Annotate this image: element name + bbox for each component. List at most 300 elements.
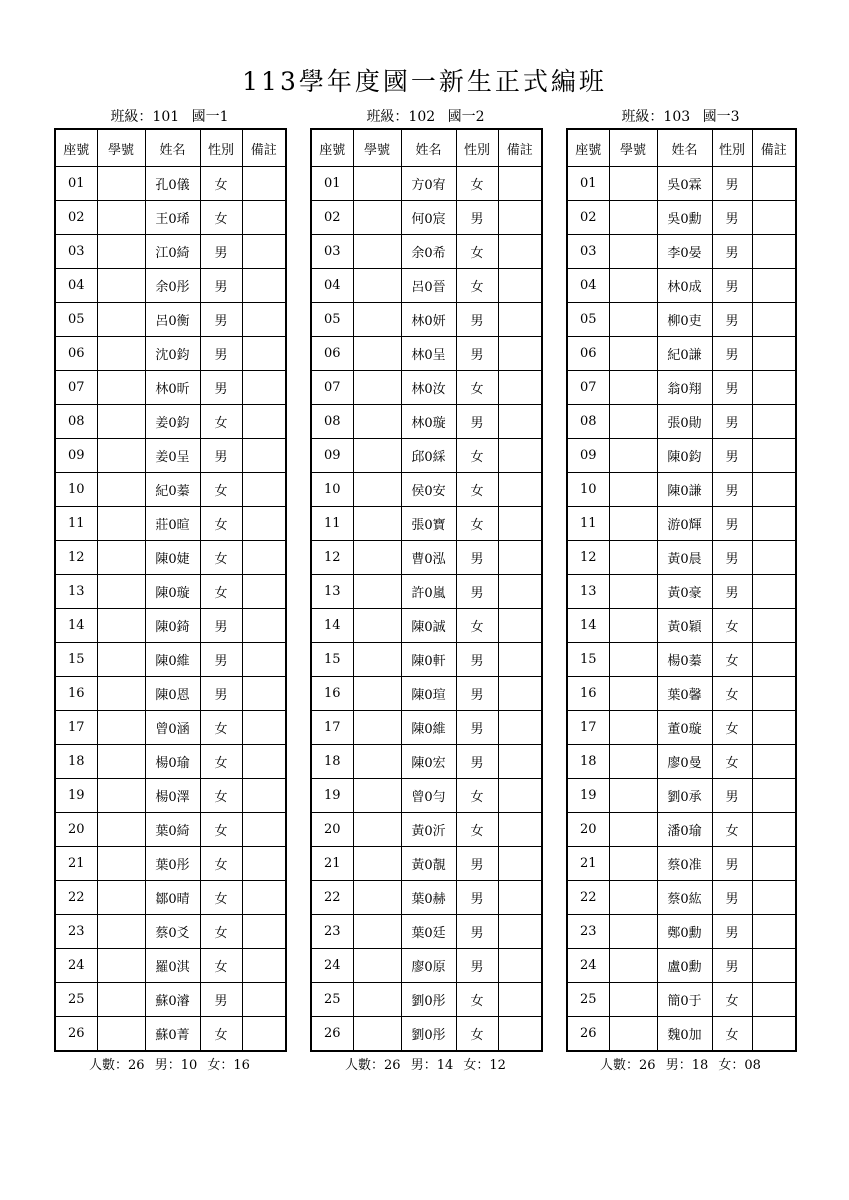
name-cell: 廖0原: [401, 949, 456, 983]
name-cell: 陳0錡: [145, 609, 200, 643]
student-row: [55, 167, 286, 201]
student-row: [311, 847, 542, 881]
seat-cell: 24: [311, 949, 353, 983]
remark-cell: [752, 1017, 796, 1052]
roster-table: [566, 128, 797, 1052]
seat-cell: 09: [311, 439, 353, 473]
seat-cell: 26: [55, 1017, 97, 1052]
col-seat: 座號: [311, 129, 353, 167]
student-row: [311, 371, 542, 405]
seat-cell: 22: [311, 881, 353, 915]
gender-cell: 男: [200, 371, 242, 405]
name-cell: 陳0璇: [145, 575, 200, 609]
name-cell: 姜0鈞: [145, 405, 200, 439]
remark-cell: [752, 949, 796, 983]
gender-cell: 女: [712, 643, 752, 677]
student-row: [55, 949, 286, 983]
seat-cell: 10: [567, 473, 609, 507]
student-id-cell: [353, 167, 401, 201]
roster-table: [54, 128, 287, 1052]
gender-cell: 女: [712, 677, 752, 711]
student-id-cell: [353, 473, 401, 507]
seat-cell: 05: [55, 303, 97, 337]
student-id-cell: [353, 303, 401, 337]
name-cell: 楊0澤: [145, 779, 200, 813]
student-row: [567, 779, 796, 813]
remark-cell: [242, 677, 286, 711]
remark-cell: [752, 167, 796, 201]
student-row: [311, 201, 542, 235]
seat-cell: 06: [311, 337, 353, 371]
seat-cell: 05: [567, 303, 609, 337]
student-id-cell: [97, 983, 145, 1017]
student-row: [567, 609, 796, 643]
gender-cell: 女: [712, 609, 752, 643]
remark-cell: [498, 337, 542, 371]
name-cell: 鄒0晴: [145, 881, 200, 915]
gender-cell: 女: [712, 983, 752, 1017]
gender-cell: 女: [712, 813, 752, 847]
remark-cell: [242, 1017, 286, 1052]
name-cell: 翁0翔: [657, 371, 712, 405]
student-id-cell: [609, 643, 657, 677]
remark-cell: [242, 949, 286, 983]
remark-cell: [498, 167, 542, 201]
name-cell: 孔0儀: [145, 167, 200, 201]
student-id-cell: [353, 201, 401, 235]
student-id-cell: [609, 915, 657, 949]
remark-cell: [498, 677, 542, 711]
student-id-cell: [97, 201, 145, 235]
student-id-cell: [609, 881, 657, 915]
name-cell: 盧0勳: [657, 949, 712, 983]
seat-cell: 12: [55, 541, 97, 575]
name-cell: 黃0晨: [657, 541, 712, 575]
gender-cell: 男: [712, 371, 752, 405]
student-id-cell: [609, 507, 657, 541]
student-id-cell: [353, 915, 401, 949]
gender-cell: 女: [200, 575, 242, 609]
student-row: [567, 745, 796, 779]
name-cell: 林0呈: [401, 337, 456, 371]
gender-cell: 男: [712, 269, 752, 303]
class-name: 國一2: [447, 109, 485, 125]
remark-cell: [498, 235, 542, 269]
name-cell: 黃0豪: [657, 575, 712, 609]
student-id-cell: [97, 847, 145, 881]
name-cell: 葉0廷: [401, 915, 456, 949]
student-id-cell: [97, 575, 145, 609]
seat-cell: 03: [311, 235, 353, 269]
gender-cell: 男: [712, 847, 752, 881]
student-row: [311, 677, 542, 711]
seat-cell: 23: [567, 915, 609, 949]
remark-cell: [498, 201, 542, 235]
seat-cell: 09: [567, 439, 609, 473]
student-row: [311, 575, 542, 609]
gender-cell: 男: [200, 983, 242, 1017]
name-cell: 何0宸: [401, 201, 456, 235]
gender-cell: 女: [456, 609, 498, 643]
remark-cell: [498, 847, 542, 881]
class-summary: [566, 1055, 795, 1077]
name-cell: 陳0誠: [401, 609, 456, 643]
student-row: [311, 473, 542, 507]
seat-cell: 01: [567, 167, 609, 201]
remark-cell: [242, 235, 286, 269]
gender-cell: 男: [712, 303, 752, 337]
student-row: [567, 983, 796, 1017]
seat-cell: 24: [567, 949, 609, 983]
gender-cell: 男: [712, 167, 752, 201]
header-row: [567, 129, 796, 167]
gender-cell: 男: [456, 337, 498, 371]
student-row: [311, 269, 542, 303]
gender-cell: 女: [456, 235, 498, 269]
remark-cell: [752, 847, 796, 881]
seat-cell: 26: [311, 1017, 353, 1052]
roster-table: [310, 128, 543, 1052]
name-cell: 呂0晉: [401, 269, 456, 303]
seat-cell: 05: [311, 303, 353, 337]
student-row: [567, 167, 796, 201]
seat-cell: 19: [311, 779, 353, 813]
remark-cell: [498, 303, 542, 337]
remark-cell: [752, 473, 796, 507]
class-label: 班級：103: [621, 109, 691, 125]
student-id-cell: [609, 371, 657, 405]
remark-cell: [242, 711, 286, 745]
remark-cell: [752, 813, 796, 847]
remark-cell: [498, 745, 542, 779]
name-cell: 黃0沂: [401, 813, 456, 847]
student-row: [567, 643, 796, 677]
remark-cell: [752, 439, 796, 473]
remark-cell: [752, 337, 796, 371]
name-cell: 王0琋: [145, 201, 200, 235]
seat-cell: 01: [311, 167, 353, 201]
seat-cell: 11: [567, 507, 609, 541]
student-id-cell: [609, 949, 657, 983]
student-row: [55, 439, 286, 473]
remark-cell: [242, 507, 286, 541]
gender-cell: 男: [456, 915, 498, 949]
summary-female: 女：08: [718, 1058, 761, 1073]
gender-cell: 男: [456, 201, 498, 235]
student-id-cell: [609, 847, 657, 881]
gender-cell: 男: [712, 337, 752, 371]
student-row: [55, 745, 286, 779]
name-cell: 陳0婕: [145, 541, 200, 575]
name-cell: 張0勛: [657, 405, 712, 439]
student-id-cell: [97, 949, 145, 983]
name-cell: 廖0曼: [657, 745, 712, 779]
gender-cell: 女: [456, 983, 498, 1017]
student-row: [55, 813, 286, 847]
gender-cell: 女: [200, 779, 242, 813]
student-id-cell: [609, 1017, 657, 1052]
gender-cell: 男: [712, 405, 752, 439]
student-id-cell: [353, 507, 401, 541]
seat-cell: 08: [567, 405, 609, 439]
student-id-cell: [353, 541, 401, 575]
name-cell: 蔡0爻: [145, 915, 200, 949]
student-row: [567, 949, 796, 983]
student-id-cell: [353, 609, 401, 643]
student-row: [567, 235, 796, 269]
student-row: [567, 677, 796, 711]
name-cell: 葉0赫: [401, 881, 456, 915]
remark-cell: [498, 813, 542, 847]
gender-cell: 女: [200, 473, 242, 507]
student-id-cell: [97, 473, 145, 507]
remark-cell: [498, 473, 542, 507]
student-row: [311, 541, 542, 575]
remark-cell: [752, 745, 796, 779]
student-row: [567, 575, 796, 609]
gender-cell: 女: [200, 915, 242, 949]
student-row: [55, 847, 286, 881]
remark-cell: [242, 847, 286, 881]
name-cell: 蔡0紘: [657, 881, 712, 915]
remark-cell: [242, 745, 286, 779]
roster-body: [311, 167, 542, 1052]
student-row: [311, 507, 542, 541]
student-row: [55, 405, 286, 439]
remark-cell: [242, 371, 286, 405]
student-row: [311, 915, 542, 949]
student-id-cell: [609, 405, 657, 439]
name-cell: 陳0鈞: [657, 439, 712, 473]
col-name: 姓名: [145, 129, 200, 167]
remark-cell: [498, 405, 542, 439]
gender-cell: 女: [456, 779, 498, 813]
name-cell: 蘇0菁: [145, 1017, 200, 1052]
student-id-cell: [353, 847, 401, 881]
seat-cell: 25: [567, 983, 609, 1017]
remark-cell: [242, 915, 286, 949]
remark-cell: [242, 541, 286, 575]
seat-cell: 04: [567, 269, 609, 303]
remark-cell: [242, 439, 286, 473]
student-id-cell: [97, 881, 145, 915]
remark-cell: [752, 881, 796, 915]
name-cell: 吳0霖: [657, 167, 712, 201]
remark-cell: [498, 541, 542, 575]
col-seat: 座號: [55, 129, 97, 167]
student-row: [567, 915, 796, 949]
name-cell: 曾0涵: [145, 711, 200, 745]
seat-cell: 08: [311, 405, 353, 439]
remark-cell: [752, 507, 796, 541]
student-id-cell: [97, 269, 145, 303]
col-gender: 性別: [456, 129, 498, 167]
student-id-cell: [609, 439, 657, 473]
seat-cell: 15: [311, 643, 353, 677]
name-cell: 李0晏: [657, 235, 712, 269]
remark-cell: [242, 473, 286, 507]
seat-cell: 10: [55, 473, 97, 507]
gender-cell: 男: [200, 677, 242, 711]
col-seat: 座號: [567, 129, 609, 167]
remark-cell: [752, 575, 796, 609]
student-id-cell: [97, 1017, 145, 1052]
student-id-cell: [97, 405, 145, 439]
summary-total: 人數：26: [89, 1058, 145, 1073]
remark-cell: [242, 609, 286, 643]
header-row: [55, 129, 286, 167]
student-id-cell: [97, 643, 145, 677]
seat-cell: 08: [55, 405, 97, 439]
student-row: [567, 269, 796, 303]
student-row: [567, 337, 796, 371]
seat-cell: 21: [311, 847, 353, 881]
remark-cell: [498, 507, 542, 541]
class-summary: [54, 1055, 285, 1077]
name-cell: 江0綺: [145, 235, 200, 269]
student-row: [55, 881, 286, 915]
class-summary: [310, 1055, 541, 1077]
remark-cell: [242, 337, 286, 371]
student-row: [311, 881, 542, 915]
name-cell: 簡0于: [657, 983, 712, 1017]
summary-female: 女：12: [463, 1058, 506, 1073]
gender-cell: 女: [712, 745, 752, 779]
gender-cell: 女: [200, 167, 242, 201]
remark-cell: [242, 269, 286, 303]
student-id-cell: [97, 813, 145, 847]
student-id-cell: [353, 983, 401, 1017]
student-row: [55, 915, 286, 949]
name-cell: 陳0軒: [401, 643, 456, 677]
name-cell: 黃0靚: [401, 847, 456, 881]
gender-cell: 男: [456, 711, 498, 745]
gender-cell: 女: [456, 1017, 498, 1052]
seat-cell: 14: [311, 609, 353, 643]
student-id-cell: [609, 711, 657, 745]
gender-cell: 女: [456, 507, 498, 541]
student-id-cell: [353, 337, 401, 371]
seat-cell: 12: [311, 541, 353, 575]
seat-cell: 20: [55, 813, 97, 847]
remark-cell: [752, 711, 796, 745]
seat-cell: 10: [311, 473, 353, 507]
remark-cell: [498, 779, 542, 813]
col-name: 姓名: [657, 129, 712, 167]
seat-cell: 02: [567, 201, 609, 235]
student-id-cell: [609, 745, 657, 779]
student-row: [311, 439, 542, 473]
student-id-cell: [353, 677, 401, 711]
seat-cell: 18: [311, 745, 353, 779]
seat-cell: 17: [567, 711, 609, 745]
student-id-cell: [353, 711, 401, 745]
seat-cell: 23: [311, 915, 353, 949]
remark-cell: [752, 405, 796, 439]
remark-cell: [242, 643, 286, 677]
seat-cell: 21: [55, 847, 97, 881]
student-row: [55, 371, 286, 405]
student-row: [567, 881, 796, 915]
gender-cell: 男: [712, 235, 752, 269]
roster-body: [55, 167, 286, 1052]
remark-cell: [752, 677, 796, 711]
gender-cell: 女: [456, 371, 498, 405]
gender-cell: 女: [456, 439, 498, 473]
gender-cell: 女: [200, 201, 242, 235]
remark-cell: [498, 269, 542, 303]
student-id-cell: [97, 677, 145, 711]
seat-cell: 04: [311, 269, 353, 303]
student-id-cell: [97, 371, 145, 405]
name-cell: 邱0綵: [401, 439, 456, 473]
student-id-cell: [353, 371, 401, 405]
remark-cell: [752, 235, 796, 269]
student-row: [567, 473, 796, 507]
name-cell: 魏0加: [657, 1017, 712, 1052]
seat-cell: 18: [55, 745, 97, 779]
student-id-cell: [97, 507, 145, 541]
col-gender: 性別: [712, 129, 752, 167]
name-cell: 羅0淇: [145, 949, 200, 983]
student-row: [311, 1017, 542, 1052]
name-cell: 呂0衡: [145, 303, 200, 337]
gender-cell: 男: [712, 881, 752, 915]
name-cell: 柳0吏: [657, 303, 712, 337]
student-row: [55, 507, 286, 541]
student-id-cell: [609, 983, 657, 1017]
remark-cell: [242, 167, 286, 201]
name-cell: 林0成: [657, 269, 712, 303]
gender-cell: 女: [456, 167, 498, 201]
col-gender: 性別: [200, 129, 242, 167]
student-id-cell: [97, 439, 145, 473]
student-row: [567, 405, 796, 439]
name-cell: 曾0勻: [401, 779, 456, 813]
remark-cell: [242, 575, 286, 609]
student-row: [55, 983, 286, 1017]
student-row: [567, 541, 796, 575]
name-cell: 林0璇: [401, 405, 456, 439]
class-header: [566, 106, 795, 128]
name-cell: 蔡0准: [657, 847, 712, 881]
name-cell: 葉0綺: [145, 813, 200, 847]
seat-cell: 12: [567, 541, 609, 575]
student-id-cell: [97, 779, 145, 813]
remark-cell: [752, 371, 796, 405]
seat-cell: 13: [311, 575, 353, 609]
class-block-102: [310, 106, 541, 1077]
name-cell: 陳0維: [145, 643, 200, 677]
name-cell: 楊0瑜: [145, 745, 200, 779]
class-block-101: [54, 106, 285, 1077]
gender-cell: 男: [456, 881, 498, 915]
student-id-cell: [97, 541, 145, 575]
name-cell: 董0璇: [657, 711, 712, 745]
col-remark: 備註: [498, 129, 542, 167]
seat-cell: 21: [567, 847, 609, 881]
student-id-cell: [353, 1017, 401, 1052]
name-cell: 紀0謙: [657, 337, 712, 371]
remark-cell: [498, 915, 542, 949]
name-cell: 吳0勳: [657, 201, 712, 235]
gender-cell: 男: [456, 677, 498, 711]
student-id-cell: [609, 303, 657, 337]
student-row: [311, 711, 542, 745]
remark-cell: [752, 779, 796, 813]
student-id-cell: [609, 779, 657, 813]
student-id-cell: [609, 473, 657, 507]
